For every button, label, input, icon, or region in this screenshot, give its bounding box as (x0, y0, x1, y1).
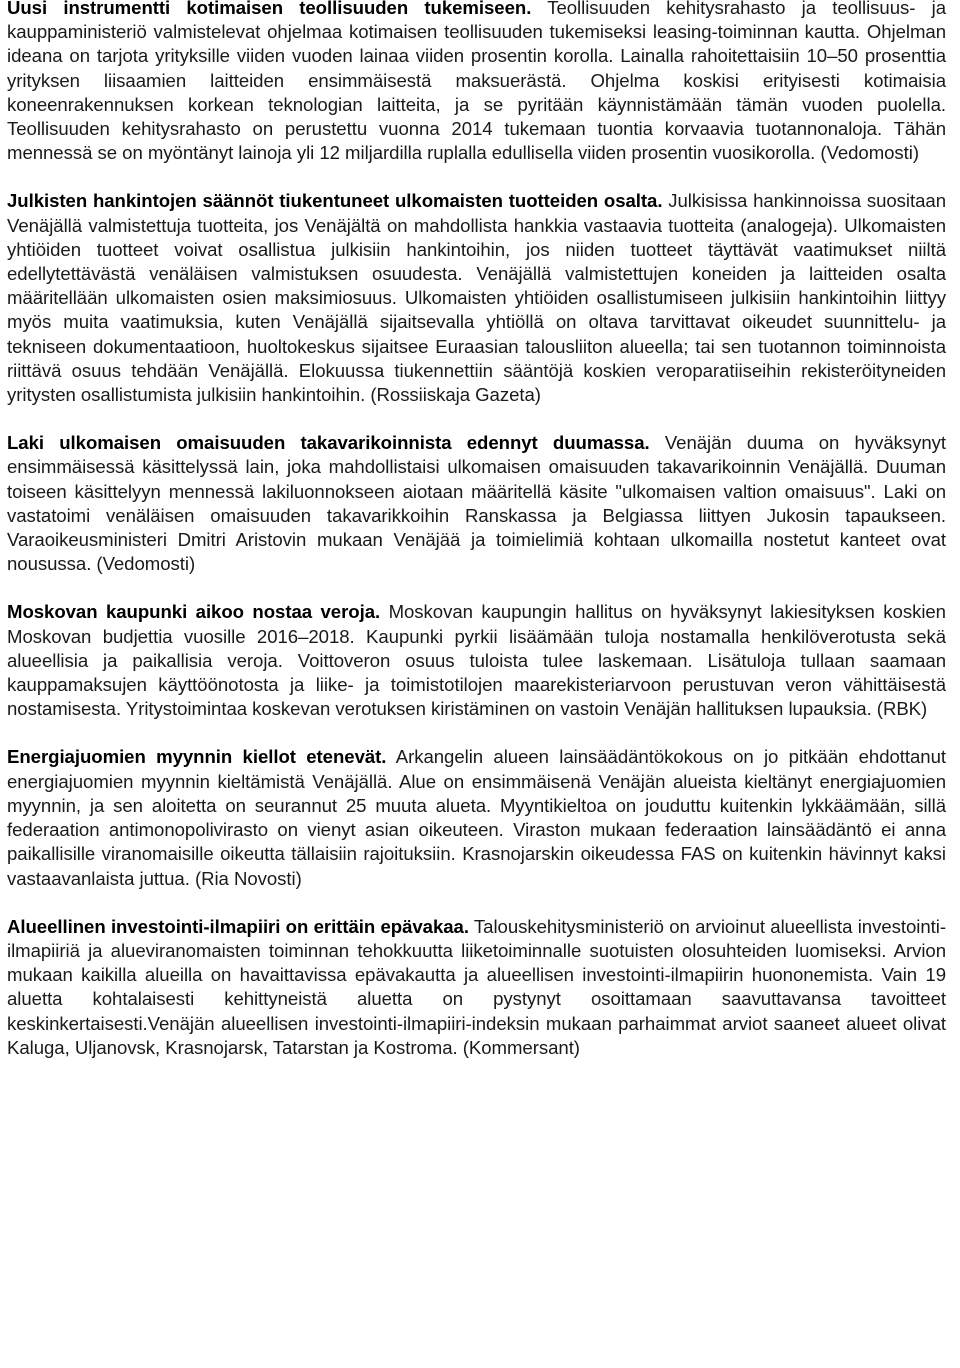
article-body: Arkangelin alueen lainsäädäntökokous on jo pitkään ehdottanut energiajuomien myynnin kieltämistä Venäjällä. Alue on ensimmäisenä Venäjän alueista kieltänyt energiajuomien myynnin, ja sen aloitetta on seurannut 25 muuta alueta. Myyntikieltoa on jouduttu kuitenkin lykkäämään, sillä federaation antimonopolivirasto on vienyt asian oikeuteen. Viraston mukaan federaation lainsäädäntö ei anna paikallisille viranomaisille oikeutta tällaisiin rajoituksiin. Krasnojarskin oikeudessa FAS on kuitenkin hävinnyt kaksi vastaavanlaista juttua. (Ria Novosti) (7, 746, 947, 889)
article-body: Talouskehitysministeriö on arvioinut alueellista investointi-ilmapiiriä ja alueviranomaisten toiminnan tehokkuutta liiketoiminnalle suotuisten olosuhteiden luomiseksi. Arvion mukaan kaikilla alueilla on havaittavissa epävakautta ja alueellisen investointi-ilmapiirin huononemista. Vain 19 aluetta kohtalaisesti kehittyneistä aluetta on pystynyt osoittamaan saavuttavansa tavoitteet keskinkertaisesti.Venäjän alueellisen investointi-ilmapiiri-indeksin mukaan parhaimmat arviot saaneet alueet olivat Kaluga, Uljanovsk, Krasnojarsk, Tatarstan ja Kostroma. (Kommersant) (7, 915, 946, 1058)
article-headline: Julkisten hankintojen säännöt tiukentuneet ulkomaisten tuotteiden osalta. (7, 190, 663, 212)
article-body: Venäjän duuma on hyväksynyt ensimmäisessä käsittelyssä lain, joka mahdollistaisi ulkomaisen omaisuuden takavarikoinnin Venäjällä. Duuman toiseen käsittelyyn mennessä lakiluonnokseen aiotaan määritellä käsite "ulkomaisen valtion omaisuus". Laki on vastatoimi venäläisen omaisuuden takavarikkoihin Ranskassa ja Belgiassa liittyen Jukosin tapaukseen. Varaoikeusministeri Dmitri Aristovin mukaan Venäjää ja toimielimiä kohtaan ulkomailla nostetut kanteet ovat nousussa. (Vedomosti) (7, 432, 946, 575)
article-headline: Alueellinen investointi-ilmapiiri on erittäin epävakaa. (7, 915, 469, 937)
article-public-procurement (7, 189, 946, 407)
article-headline: Laki ulkomaisen omaisuuden takavarikoinnista edennyt duumassa. (7, 432, 650, 454)
article-investment-climate (7, 915, 946, 1060)
article-body: Julkisissa hankinnoissa suositaan Venäjällä valmistettuja tuotteita, jos Venäjältä on mahdollista hankkia vastaavia tuotteita (analogeja). Ulkomaisten yhtiöiden tuotteet voivat osallistua julkisiin hankintoihin, jos niiden tuotteet täyttävät vaatimukset niiltä edellytettävästä venäläisen valmistuksen osuudesta. Venäjällä valmistettujen koneiden ja laitteiden osalta määritellään ulkomaisten osien maksimiosuus. Ulkomaisten yhtiöiden osallistumiseen julkisiin hankintoihin liittyy myös muita vaatimuksia, kuten Venäjällä sijaitsevalla yhtiöllä on oltava tarvittavat oikeudet suunnittelu- ja tekniseen dokumentaatioon, huoltokeskus sijaitsee Euraasian talousliiton alueella; tai sen tuotannon toiminnoista riittävä osuus tehdään Venäjällä. Elokuussa tiukennettiin sääntöjä koskien veroparatiiseihin rekisteröityneiden yritysten osallistumista julkisiin hankintoihin. (Rossiiskaja Gazeta) (7, 190, 946, 406)
article-moscow-taxes (7, 600, 946, 721)
article-industrial-leasing (7, 0, 946, 165)
article-foreign-property-seizure (7, 431, 946, 576)
article-body: Teollisuuden kehitysrahasto ja teollisuus- ja kauppaministeriö valmistelevat ohjelmaa kotimaisen teollisuuden tukemiseksi leasing-toiminnan kautta. Ohjelman ideana on tarjota yrityksille viiden vuoden lainaa viiden prosentin korolla. Lainalla rahoitettaisiin 10–50 prosenttia yrityksen liisaamien laitteiden ensimmäisestä maksuerästä. Ohjelma koskisi erityisesti kotimaisia koneenrakennuksen korkean teknologian laitteita, ja se pyritään käynnistämään tämän vuoden puolella. Teollisuuden kehitysrahasto on perustettu vuonna 2014 tukemaan tuontia korvaavia tuotannonaloja. Tähän mennessä se on myöntänyt lainoja yli 12 miljardilla ruplalla edullisella viiden prosentin vuosikorolla. (Vedomosti) (7, 0, 946, 164)
article-headline: Uusi instrumentti kotimaisen teollisuuden tukemiseen. (7, 0, 532, 18)
article-headline: Energiajuomien myynnin kiellot etenevät. (7, 746, 387, 768)
article-body: Moskovan kaupungin hallitus on hyväksynyt lakiesityksen koskien Moskovan budjettia vuosille 2016–2018. Kaupunki pyrkii lisäämään tuloja nostamalla henkilöverotusta sekä alueellisia ja paikallisia veroja. Voittoveron osuus tuloista tulee laskemaan. Lisätuloja tullaan saamaan kauppamaksujen käyttöönotosta ja liike- ja toimistotilojen maarekisteriarvoon perustuvan veron vähittäisestä nostamisesta. Yritystoimintaa koskevan verotuksen kiristäminen on vastoin Venäjän hallituksen lupauksia. (RBK) (7, 601, 946, 720)
article-energy-drinks (7, 745, 946, 890)
article-headline: Moskovan kaupunki aikoo nostaa veroja. (7, 601, 381, 623)
